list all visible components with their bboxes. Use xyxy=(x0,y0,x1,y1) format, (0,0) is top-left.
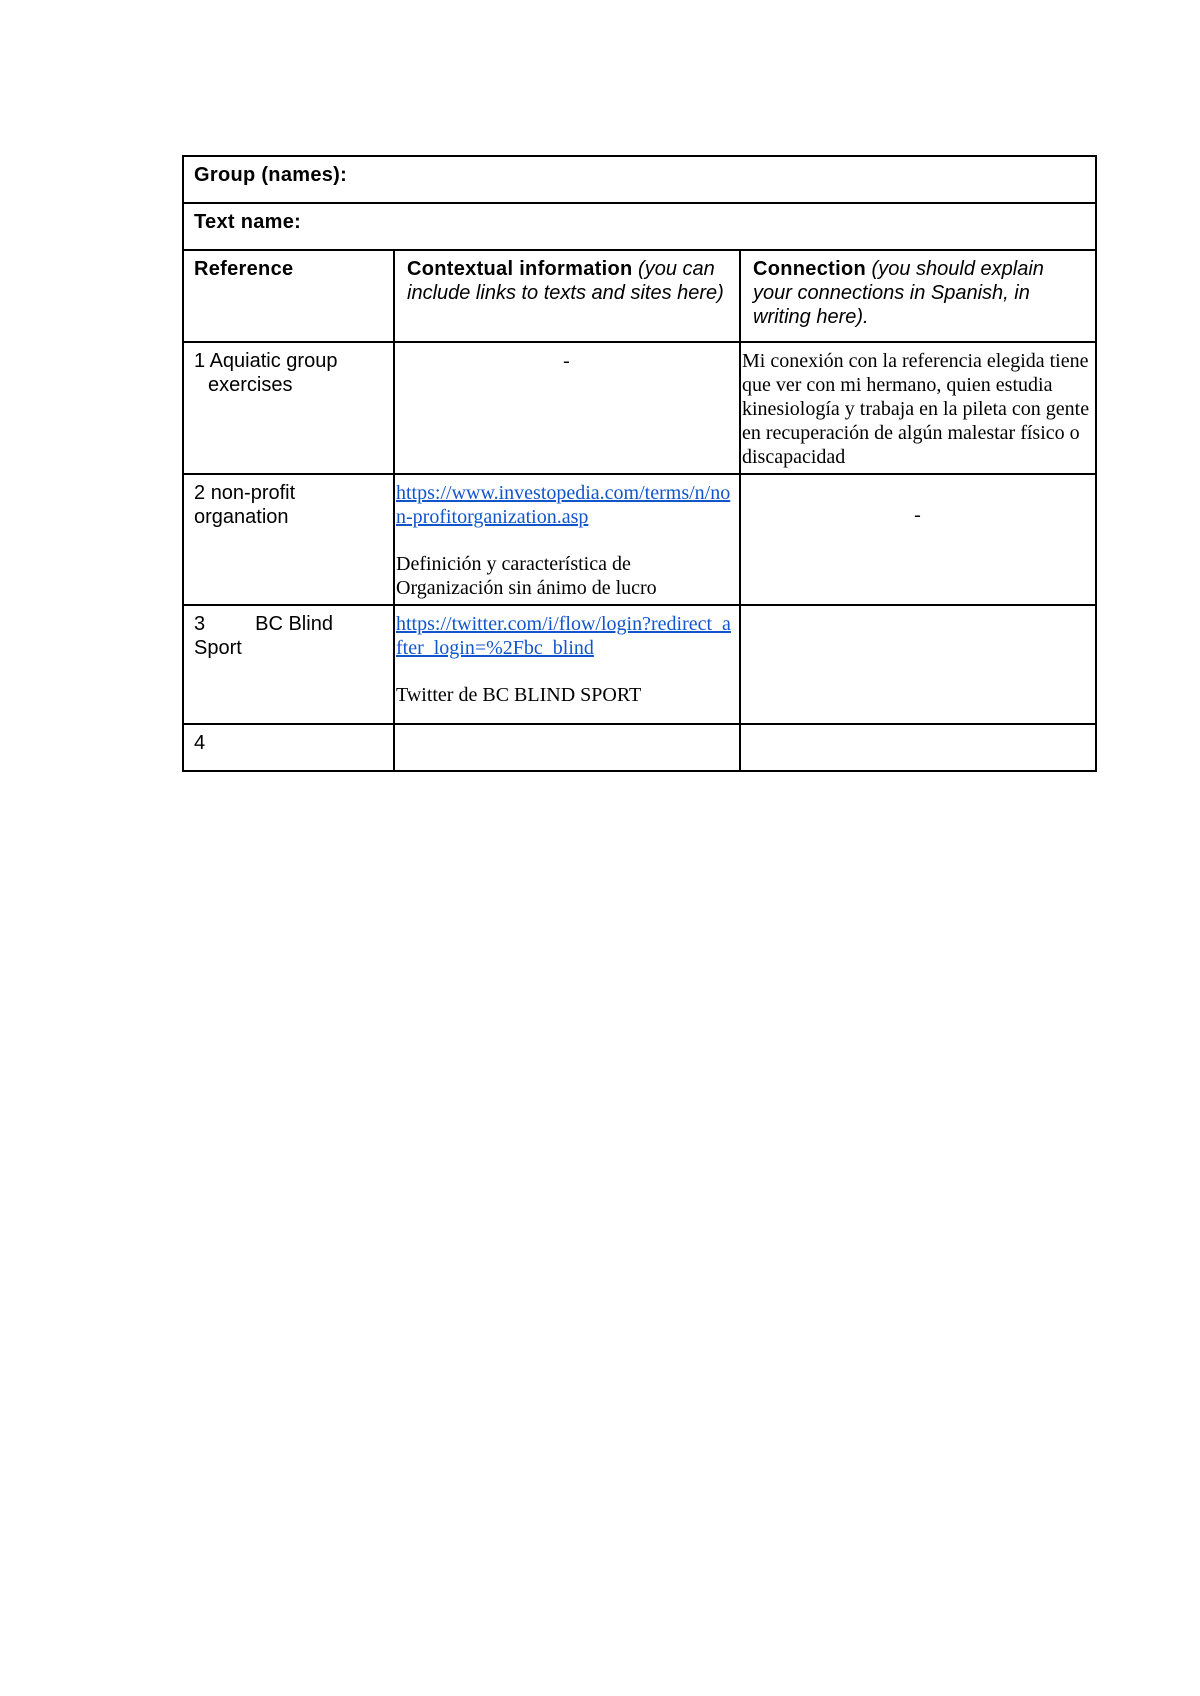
header-contextual-note: (you can include links to texts and sites here) xyxy=(407,258,724,304)
investopedia-link[interactable]: https://www.investopedia.com/terms/n/non-profitorganization.asp xyxy=(396,482,731,528)
table-row xyxy=(183,474,1096,605)
header-contextual xyxy=(394,250,740,342)
group-names-label: Group (names): xyxy=(194,164,348,186)
row-number: 1 xyxy=(194,350,206,372)
header-reference-label: Reference xyxy=(194,258,294,280)
header-reference xyxy=(183,250,394,342)
spacer xyxy=(396,529,737,552)
connection-cell[interactable] xyxy=(740,342,1096,474)
text-name-cell[interactable] xyxy=(183,203,1096,250)
reference-cell[interactable] xyxy=(183,605,394,724)
header-connection-label: Connection xyxy=(753,258,866,280)
context-cell[interactable] xyxy=(394,724,740,771)
reference-cell[interactable] xyxy=(183,474,394,605)
group-names-cell[interactable] xyxy=(183,156,1096,203)
table-row xyxy=(183,342,1096,474)
table-row xyxy=(183,605,1096,724)
group-row xyxy=(183,156,1096,203)
reference-cell[interactable] xyxy=(183,342,394,474)
context-dash: - xyxy=(563,350,570,372)
connection-cell[interactable] xyxy=(740,605,1096,724)
twitter-link[interactable]: https://twitter.com/i/flow/login?redirect_after_login=%2Fbc_blind xyxy=(396,613,731,659)
reference-table xyxy=(182,155,1097,772)
connection-dash: - xyxy=(914,504,921,526)
text-name-label: Text name: xyxy=(194,211,302,233)
reference-text-line2: exercises xyxy=(208,374,293,396)
connection-cell[interactable] xyxy=(740,474,1096,605)
row-number: 3 xyxy=(194,613,206,635)
header-connection xyxy=(740,250,1096,342)
context-cell[interactable] xyxy=(394,474,740,605)
reference-text: BC Blind Sport xyxy=(194,613,333,659)
header-contextual-label: Contextual information xyxy=(407,258,633,280)
reference-text-line1: Aquiatic group xyxy=(209,350,338,372)
row-number: 4 xyxy=(194,732,206,754)
context-cell[interactable] xyxy=(394,605,740,724)
context-text: Twitter de BC BLIND SPORT xyxy=(396,684,642,706)
table-row xyxy=(183,724,1096,771)
text-name-row xyxy=(183,203,1096,250)
header-row xyxy=(183,250,1096,342)
reference-text: non-profit organation xyxy=(194,482,296,528)
spacer xyxy=(396,660,737,683)
connection-text: Mi conexión con la referencia elegida tiene que ver con mi hermano, quien estudia kinesiología y trabaja en la pileta con gente en recuperación de algún malestar físico o discapacidad xyxy=(742,350,1090,468)
context-cell[interactable] xyxy=(394,342,740,474)
context-text: Definición y característica de Organización sin ánimo de lucro xyxy=(396,553,657,599)
reference-cell[interactable] xyxy=(183,724,394,771)
header-connection-note: (you should explain your connections in Spanish, in writing here). xyxy=(753,258,1044,328)
row-number: 2 xyxy=(194,482,206,504)
connection-cell[interactable] xyxy=(740,724,1096,771)
